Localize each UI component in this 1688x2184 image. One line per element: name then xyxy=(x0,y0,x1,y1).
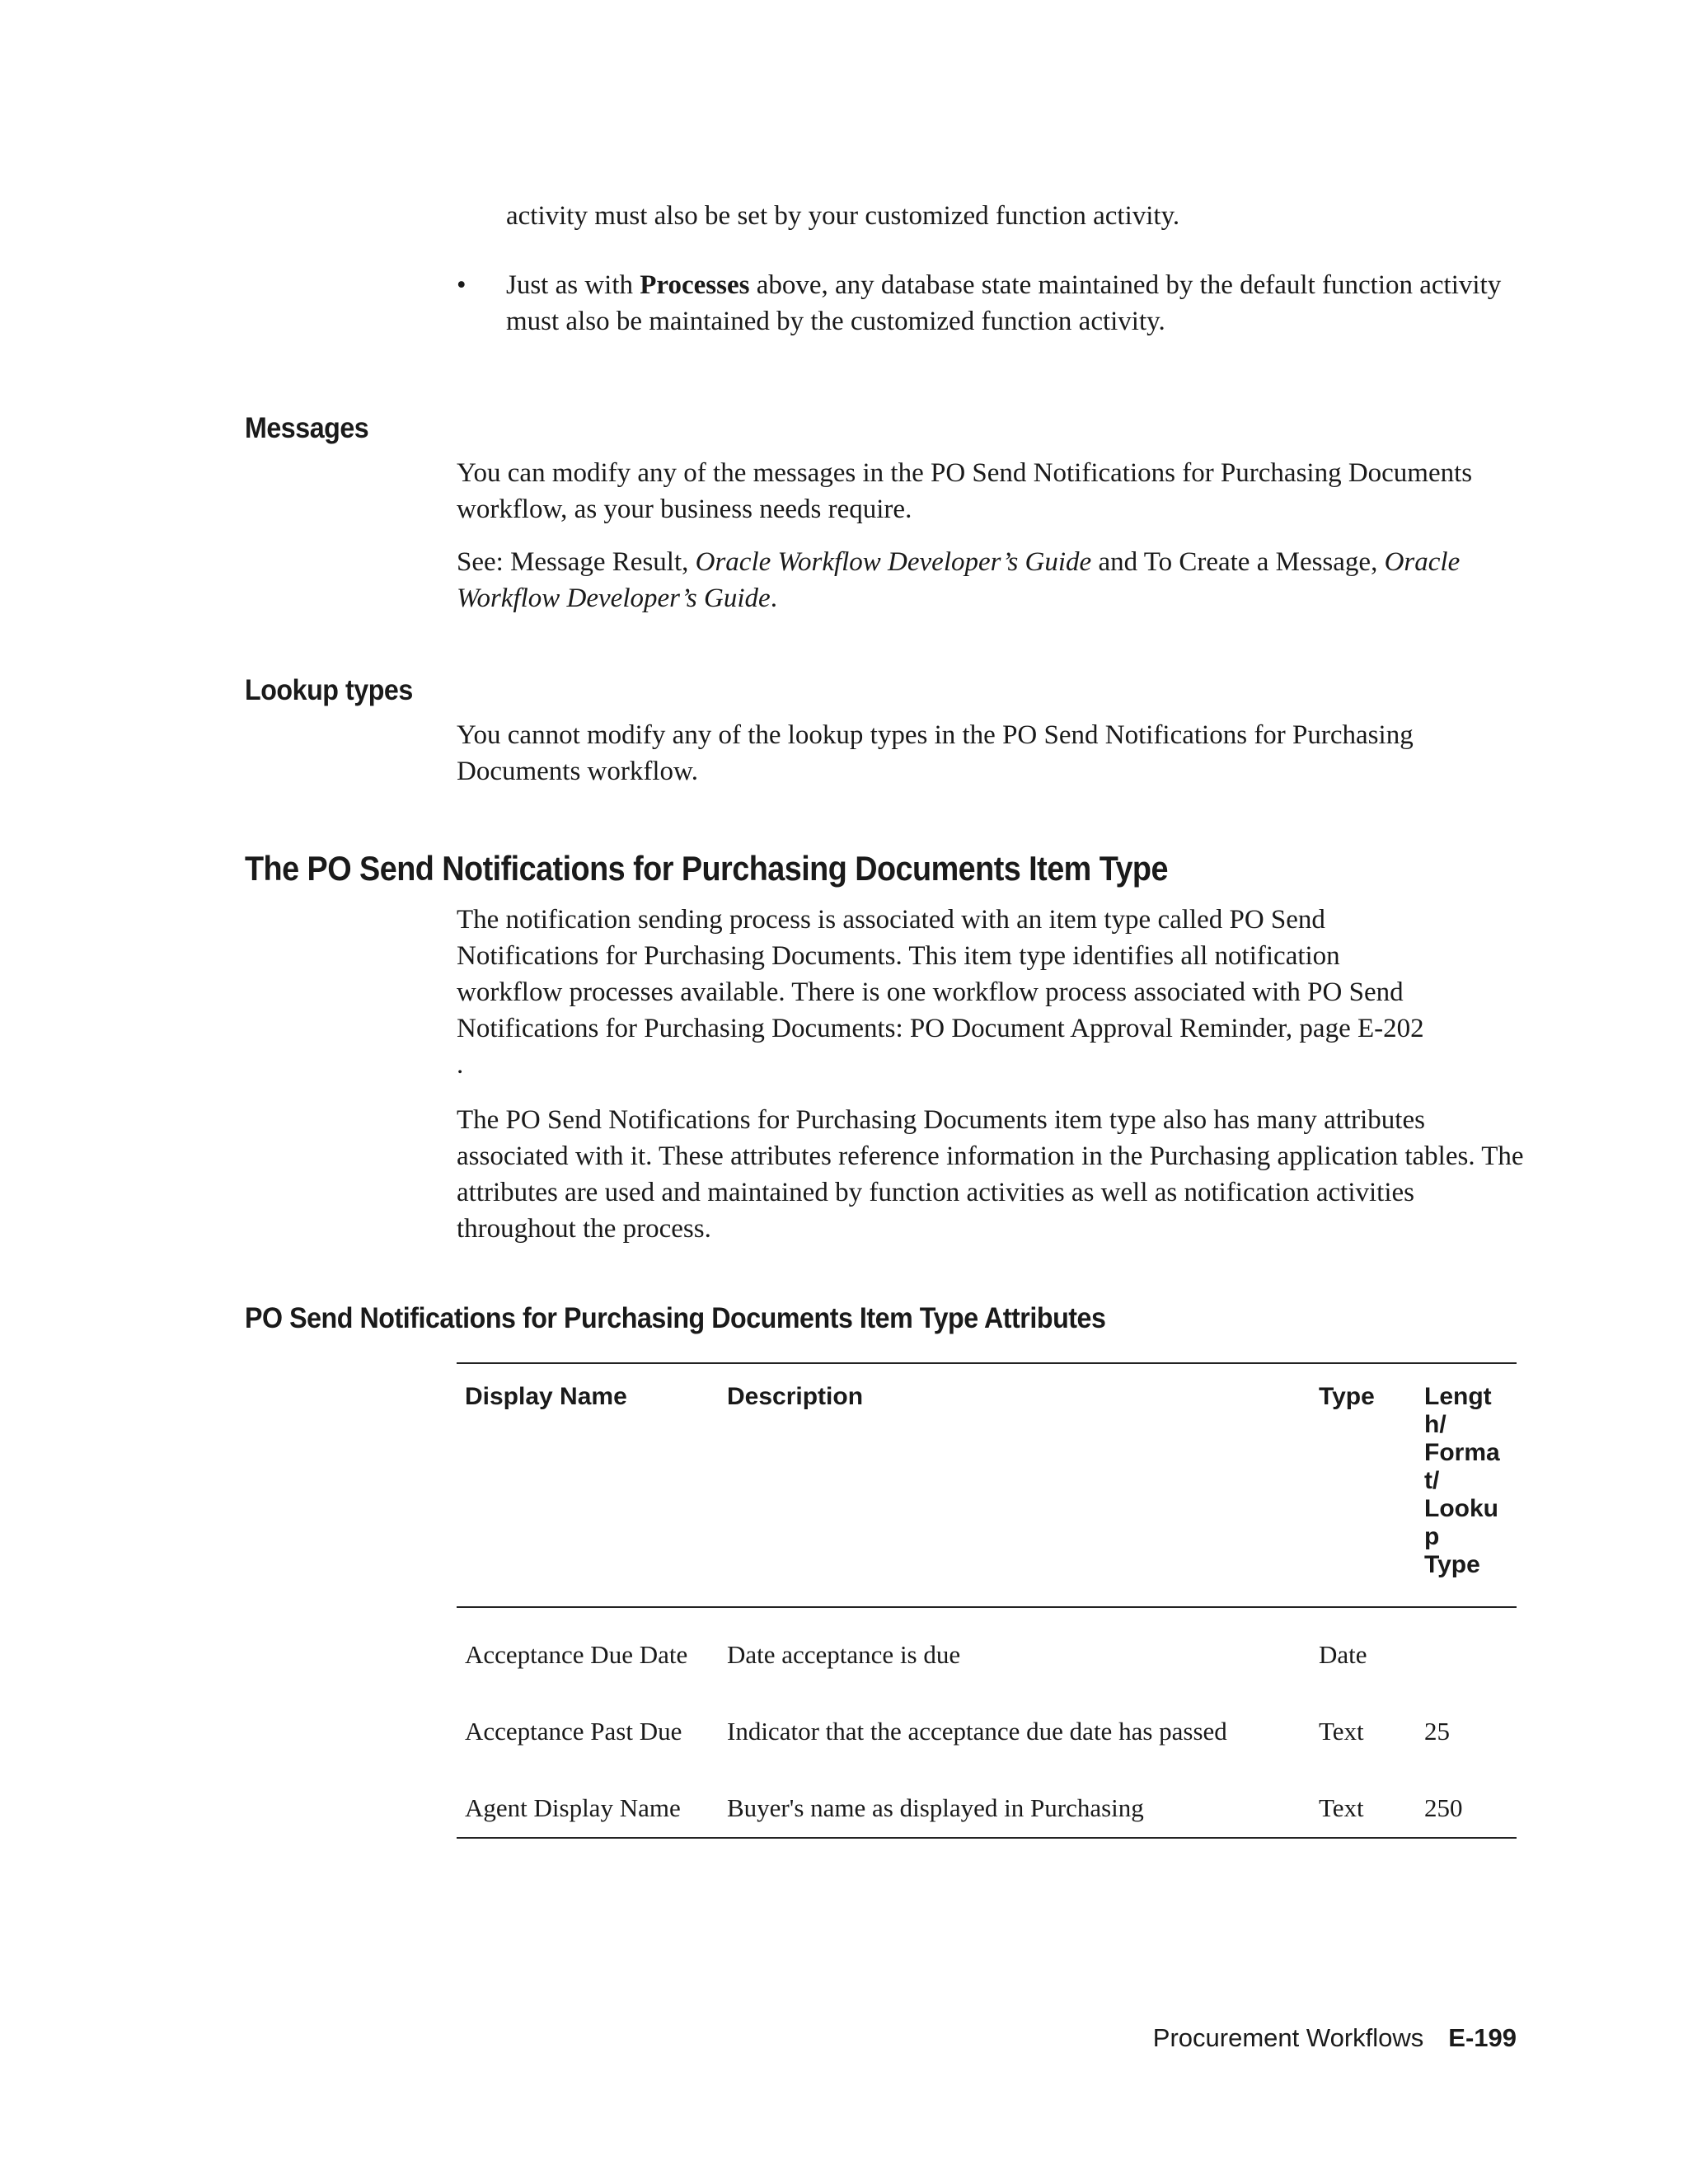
item-type-paragraph-2 xyxy=(457,1102,1528,1247)
table-bottom-rule xyxy=(457,1837,1517,1839)
cell-display-name: Acceptance Past Due xyxy=(465,1717,682,1746)
attributes-table-heading: PO Send Notifications for Purchasing Documents Item Type Attributes xyxy=(245,1302,1106,1334)
column-header-display-name: Display Name xyxy=(465,1383,627,1410)
cell-length: 250 xyxy=(1424,1793,1463,1822)
table-top-rule xyxy=(457,1362,1517,1364)
item-para-2: The PO Send Notifications for Purchasing Documents item type also has many attributes associated with it. These attributes reference information in the Purchasing application tables. The attributes are used and maintained by function activities as well as notification activities throughout the process. xyxy=(457,1105,1524,1244)
bullet-bold-term: Processes xyxy=(640,270,750,300)
lookup-para-1: You cannot modify any of the lookup types in the PO Send Notifications for Purchasing Documents workflow. xyxy=(457,720,1414,786)
messages-heading: Messages xyxy=(245,412,369,444)
guide-reference-2: Oracle Workflow Developer’s Guide xyxy=(457,547,1461,613)
item-para-line: Notifications for Purchasing Documents. This item type identifies all notification xyxy=(457,941,1340,971)
header-line: p xyxy=(1424,1523,1440,1550)
header-line: Looku xyxy=(1424,1495,1498,1522)
messages-see-also xyxy=(457,544,1528,616)
cell-display-name: Agent Display Name xyxy=(465,1793,681,1822)
continuation-text: activity must also be set by your customized function activity. xyxy=(506,201,1180,231)
cell-type: Text xyxy=(1319,1717,1364,1746)
item-para-line: workflow processes available. There is one workflow process associated with PO Send xyxy=(457,977,1404,1007)
bullet-rest: above, any database state maintained by the default function activity must also be maintained by the customized function activity. xyxy=(506,270,1502,336)
cell-description: Date acceptance is due xyxy=(727,1640,961,1669)
item-type-heading: The PO Send Notifications for Purchasing Documents Item Type xyxy=(245,849,1168,888)
bullet-icon: • xyxy=(457,270,467,300)
bullet-lead: Just as with xyxy=(506,270,640,300)
header-line: t/ xyxy=(1424,1467,1440,1494)
item-type-paragraph-1 xyxy=(457,902,1528,1083)
table-header-rule xyxy=(457,1606,1517,1608)
column-header-length-format-lookup-type xyxy=(1424,1383,1507,1579)
cell-description: Buyer's name as displayed in Purchasing xyxy=(727,1793,1144,1822)
see-text-3: . xyxy=(770,583,777,613)
page-footer xyxy=(1137,2023,1517,2053)
cell-display-name: Acceptance Due Date xyxy=(465,1640,688,1669)
header-line: Forma xyxy=(1424,1439,1500,1466)
cell-length: 25 xyxy=(1424,1717,1450,1746)
bullet-text xyxy=(506,267,1528,340)
item-para-line: Notifications for Purchasing Documents: PO Document Approval Reminder, page E-202 xyxy=(457,1014,1424,1043)
messages-para-2 xyxy=(457,544,1528,616)
header-line: Type xyxy=(1424,1551,1480,1578)
messages-paragraph xyxy=(457,455,1528,527)
footer-section-title: Procurement Workflows xyxy=(1152,2023,1424,2052)
cell-type: Date xyxy=(1319,1640,1367,1669)
column-header-type: Type xyxy=(1319,1383,1375,1410)
header-line: Lengt xyxy=(1424,1383,1492,1410)
cell-type: Text xyxy=(1319,1793,1364,1822)
lookup-types-heading: Lookup types xyxy=(245,674,413,706)
column-header-description: Description xyxy=(727,1383,864,1410)
see-text-1: See: Message Result, xyxy=(457,547,696,577)
see-text-2: and To Create a Message, xyxy=(1091,547,1385,577)
cell-description: Indicator that the acceptance due date has passed xyxy=(727,1717,1227,1746)
page-number: E-199 xyxy=(1448,2023,1517,2052)
guide-reference-1: Oracle Workflow Developer’s Guide xyxy=(695,547,1092,577)
item-para-line: The notification sending process is associated with an item type called PO Send xyxy=(457,905,1325,935)
lookup-types-paragraph xyxy=(457,717,1528,790)
messages-para-1: You can modify any of the messages in the PO Send Notifications for Purchasing Documents workflow, as your business needs require. xyxy=(457,458,1473,524)
header-line: h/ xyxy=(1424,1411,1447,1438)
item-para-line: . xyxy=(457,1050,464,1080)
